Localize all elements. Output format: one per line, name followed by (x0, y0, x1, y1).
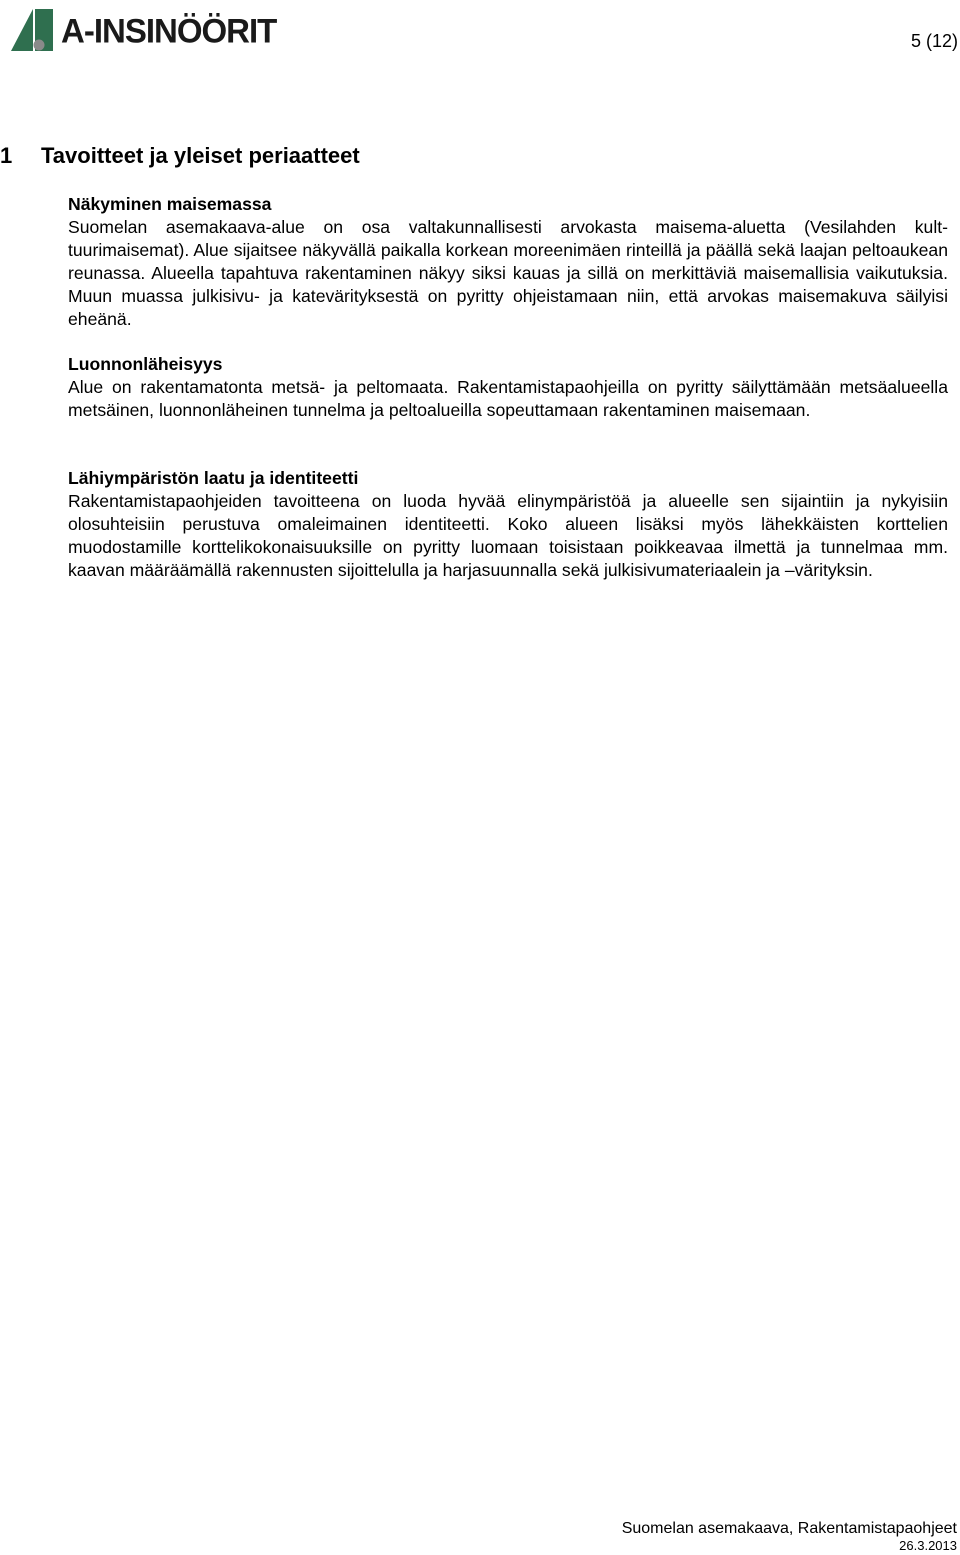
page-footer (622, 1519, 957, 1553)
paragraph-block-landscape (68, 193, 948, 331)
footer-document-title: Suomelan asemakaava, Rakentamistapaohjeet (621, 1520, 957, 1537)
paragraph-heading: Luonnonläheisyys (68, 354, 223, 374)
paragraph-block-nature (68, 353, 948, 422)
paragraph-text: Suomelan asemakaava-alue on osa valtakunnallisesti arvokasta maisema-aluetta (Vesilahden kulttuurimaisemat). Alue sijaitsee näkyvällä paikalla korkean moreenimäen rinteillä ja päällä sekä laajan peltoaukean reunassa. Alueella tapahtuva rakentaminen näkyy siksi kauas ja sillä on merkittäviä maisemallisia vaikutuksia. Muun muassa julkisivu- ja katevärityksestä on pyritty ohjeistamaan niin, että arvokas maisemakuva säilyisi eheänä. (68, 217, 948, 329)
company-logo (9, 6, 319, 54)
paragraph-block-identity (68, 467, 948, 582)
section-heading (0, 143, 360, 169)
paragraph-text: Alue on rakentamatonta metsä- ja peltomaata. Rakentamistapaohjeilla on pyritty säilyttämään metsäalueella metsäinen, luonnonläheinen tunnelma ja peltoalueilla sopeuttamaan rakentaminen maisemaan. (68, 377, 948, 420)
logo-text: A-INSINÖÖRIT (61, 10, 277, 50)
section-title: Tavoitteet ja yleiset periaatteet (41, 143, 360, 168)
logo-mark-icon (9, 7, 55, 53)
paragraph-heading: Näkyminen maisemassa (68, 194, 272, 214)
footer-date: 26.3.2013 (899, 1538, 957, 1553)
paragraph-heading: Lähiympäristön laatu ja identiteetti (68, 468, 359, 488)
page-number: 5 (12) (910, 31, 958, 51)
paragraph-text: Rakentamistapaohjeiden tavoitteena on luoda hyvää elinympäristöä ja alueelle sen sijaintiin ja nykyisiin olosuhteisiin perustuva omaleimainen identiteetti. Koko alueen lisäksi myös lähekkäisten korttelien muodostamille korttelikokonaisuuksille on pyritty luomaan toisistaan poikkeavaa ilmettä ja tunnelmaa mm. kaavan määräämällä rakennusten sijoittelulla ja harjasuunnalla sekä julkisivumateriaalein ja –värityksin. (68, 491, 948, 580)
section-number: 1 (0, 143, 13, 168)
